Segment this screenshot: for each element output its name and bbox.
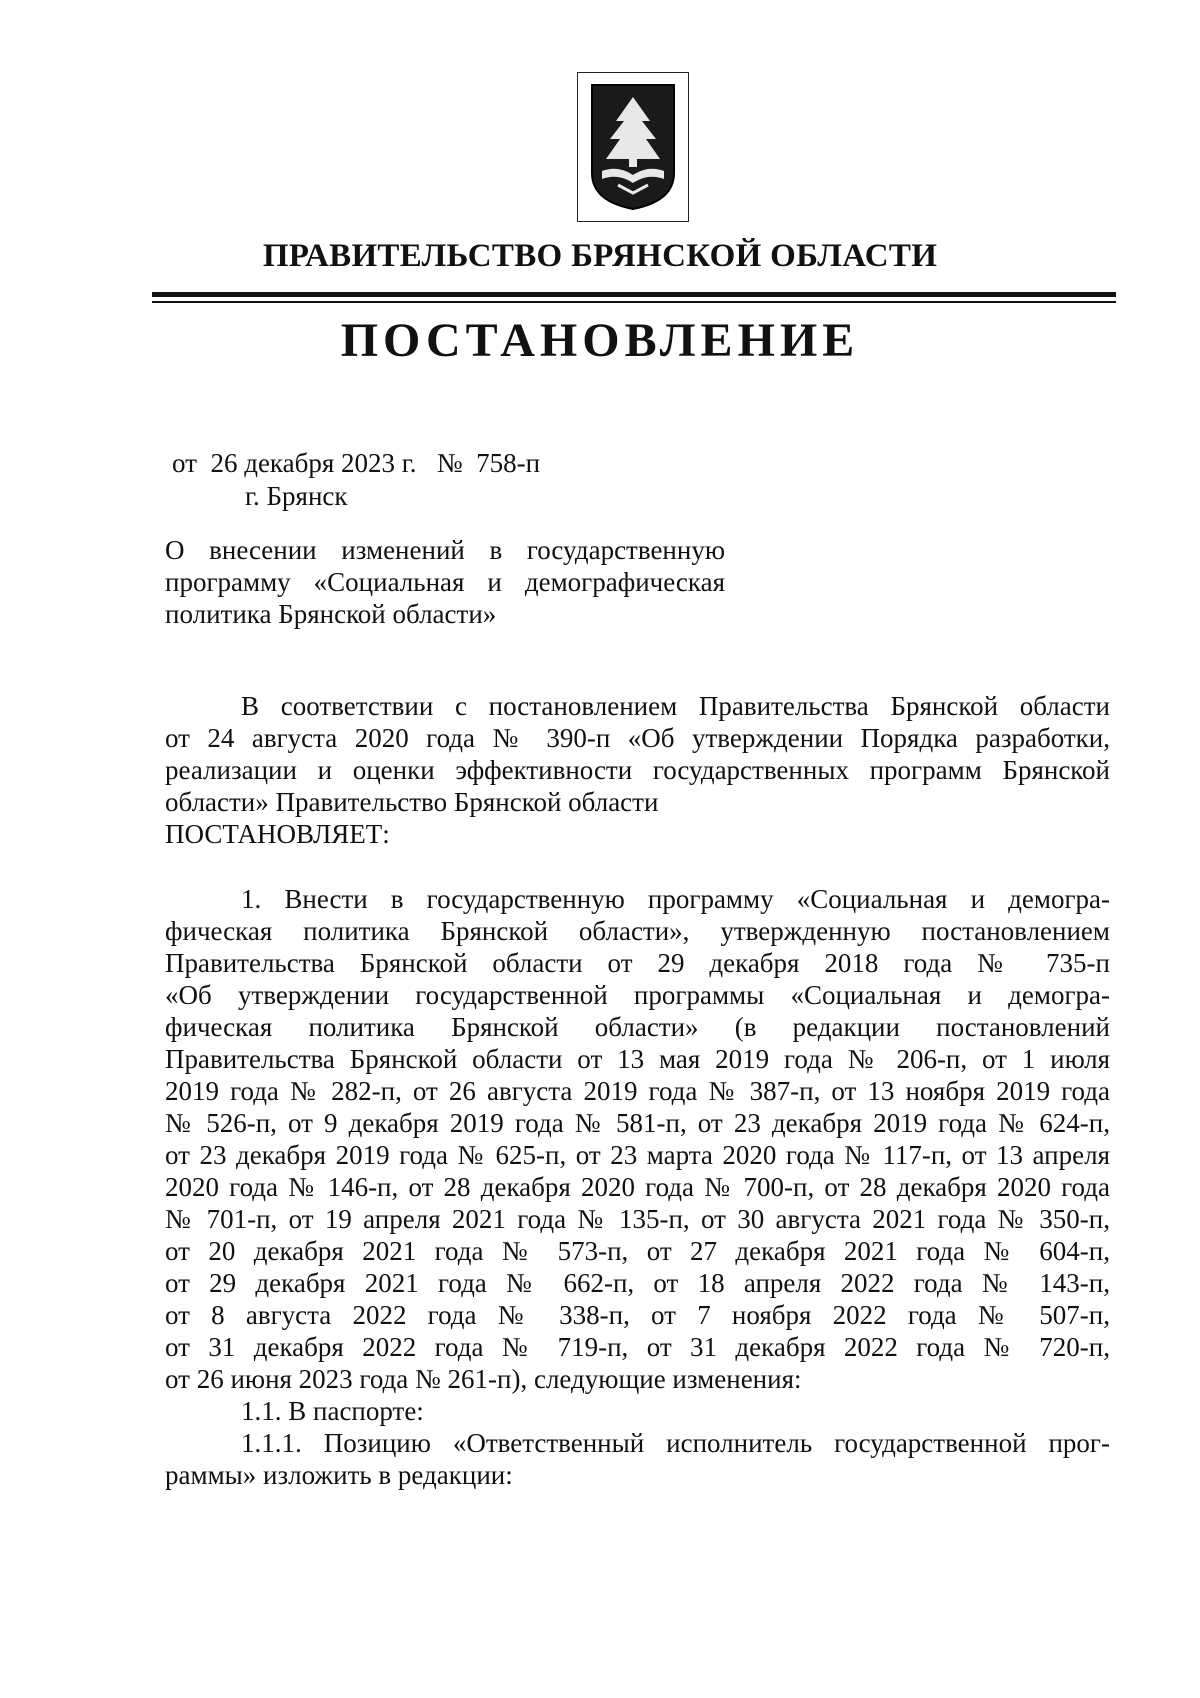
item1-1: 1.1. В паспорте: — [241, 1396, 424, 1426]
preamble-line: от 24 августа 2020 года № 390-п «Об утверждении Порядка разработки, — [165, 723, 1110, 753]
item1-line: № 526-п, от 9 декабря 2019 года № 581-п, от 23 декабря 2019 года № 624-п, — [165, 1108, 1110, 1138]
number-sign: № — [436, 448, 463, 478]
subject-line: программу «Социальная и демографическая — [165, 567, 725, 597]
item1-line: Правительства Брянской области от 13 мая 2019 года № 206-п, от 1 июля — [165, 1044, 1110, 1074]
item1-line: от 20 декабря 2021 года № 573-п, от 27 декабря 2021 года № 604-п, — [165, 1236, 1110, 1266]
item1-line: фическая политика Брянской области» (в редакции постановлений — [165, 1012, 1110, 1042]
item1-1-1-line: раммы» изложить в редакции: — [165, 1460, 513, 1490]
item1-line: 2020 года № 146-п, от 28 декабря 2020 года № 700-п, от 28 декабря 2020 года — [165, 1172, 1110, 1202]
resolves-word: ПОСТАНОВЛЯЕТ: — [165, 819, 390, 849]
preamble-line: В соответствии с постановлением Правительства Брянской области — [241, 691, 1110, 721]
coat-of-arms-icon — [588, 81, 678, 213]
decree-date-number — [172, 447, 540, 479]
header-rule-thin — [152, 301, 1116, 303]
item1-line: «Об утверждении государственной программы «Социальная и демогра- — [165, 980, 1110, 1010]
preamble-line: реализации и оценки эффективности государственных программ Брянской — [165, 755, 1110, 785]
item1-line: от 31 декабря 2022 года № 719-п, от 31 декабря 2022 года № 720-п, — [165, 1332, 1110, 1362]
coat-of-arms-frame — [577, 72, 689, 222]
item1-line: 1. Внести в государственную программу «Социальная и демогра- — [241, 884, 1110, 914]
item1-line: от 26 июня 2023 года № 261-п), следующие изменения: — [165, 1364, 802, 1394]
item1-1-1-line: 1.1.1. Позицию «Ответственный исполнитель государственной прог- — [241, 1428, 1110, 1458]
date-prefix: от — [172, 448, 197, 478]
preamble-line: области» Правительство Брянской области — [165, 787, 659, 817]
item1-line: 2019 года № 282-п, от 26 августа 2019 года № 387-п, от 13 ноября 2019 года — [165, 1076, 1110, 1106]
subject-line: О внесении изменений в государственную — [165, 535, 725, 565]
subject-line: политика Брянской области» — [165, 599, 497, 629]
document-type: ПОСТАНОВЛЕНИЕ — [340, 314, 860, 367]
item1-line: от 23 декабря 2019 года № 625-п, от 23 марта 2020 года № 117-п, от 13 апреля — [165, 1140, 1110, 1170]
government-name: ПРАВИТЕЛЬСТВО БРЯНСКОЙ ОБЛАСТИ — [262, 238, 938, 274]
item1-line: от 29 декабря 2021 года № 662-п, от 18 апреля 2022 года № 143-п, — [165, 1268, 1110, 1298]
decree-city: г. Брянск — [245, 481, 348, 511]
decree-date: 26 декабря 2023 г. — [210, 448, 417, 478]
header-rule-thick — [152, 292, 1116, 297]
decree-number: 758-п — [476, 448, 541, 478]
item1-line: от 8 августа 2022 года № 338-п, от 7 ноября 2022 года № 507-п, — [165, 1300, 1110, 1330]
item1-line: фическая политика Брянской области», утвержденную постановлением — [165, 916, 1110, 946]
item1-line: № 701-п, от 19 апреля 2021 года № 135-п, от 30 августа 2021 года № 350-п, — [165, 1204, 1110, 1234]
item1-line: Правительства Брянской области от 29 декабря 2018 года № 735-п — [165, 948, 1110, 978]
